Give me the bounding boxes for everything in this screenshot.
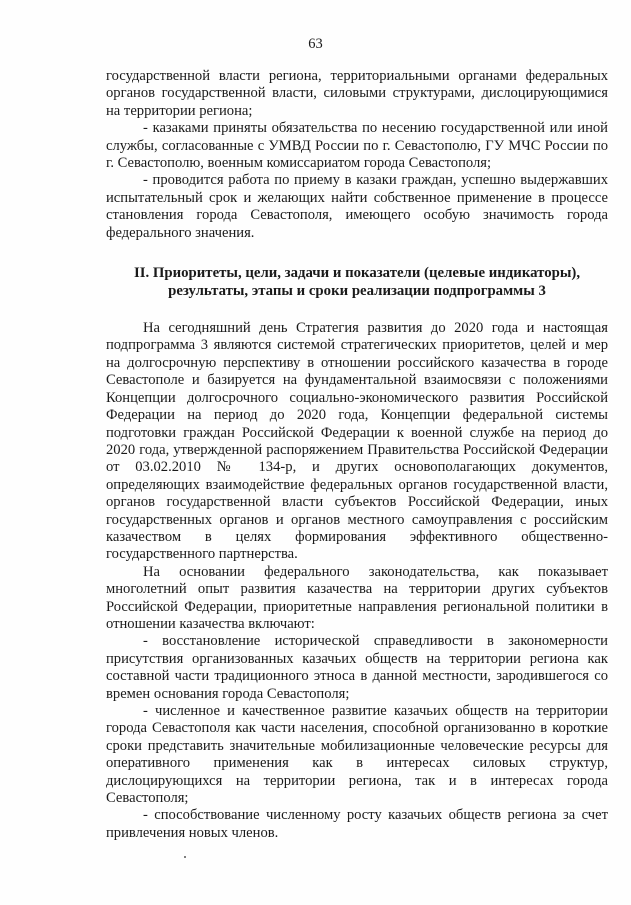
list-item: - способствование численному росту казачьих обществ региона за счет привлечения новых членов. bbox=[106, 807, 608, 841]
section-heading-line-1: II. Приоритеты, цели, задачи и показатели (целевые индикаторы), bbox=[133, 265, 581, 282]
section-heading-line-2: результаты, этапы и сроки реализации подпрограммы 3 bbox=[168, 283, 546, 300]
page-content bbox=[106, 68, 608, 842]
list-item: - казаками приняты обязательства по несению государственной или иной службы, согласованные с УМВД России по г. Севастополю, ГУ МЧС России по г. Севастополю, военным комиссариатом города Севастополя; bbox=[106, 120, 608, 172]
scan-speck bbox=[184, 856, 186, 858]
list-item: - проводится работа по приему в казаки граждан, успешно выдержавших испытательный срок и желающих найти собственное применение в процессе становления города Севастополя, имеющего особую значимость города федерального значения. bbox=[106, 172, 608, 241]
spacer bbox=[106, 300, 608, 320]
spacer bbox=[106, 242, 608, 264]
list-item: - восстановление исторической справедливости в закономерности присутствия организованных казачьих обществ на территории региона как составной части традиционного этноса в данной местности, зародившегося со времен основания города Севастополя; bbox=[106, 633, 608, 702]
paragraph-continuation: государственной власти региона, территориальными органами федеральных органов государственной власти, силовыми структурами, дислоцирующимися на территории региона; bbox=[106, 68, 608, 119]
page-number: 63 bbox=[308, 36, 323, 52]
body-paragraph: На сегодняшний день Стратегия развития до 2020 года и настоящая подпрограмма 3 являются системой стратегических приоритетов, целей и мер на долгосрочную перспективу в отношении российского казачества в городе Севастополе и базируется на фундаментальной взаимосвязи с положениями Концепции долгосрочного социально-экономического развития Российской Федерации на период до 2020 года, Концепции федеральной системы подготовки граждан Российской Федерации к военной службе на период до 2020 года, утвержденной распоряжением Правительства Российской Федерации от 03.02.2010 № 134-р, и других основополагающих документов, определяющих взаимодействие федеральных органов государственной власти, органов государственной власти субъектов Российской Федерации, иных государственных органов и органов местного самоуправления с российским казачеством в целях формирования эффективного общественно-государственного партнерства. bbox=[106, 320, 608, 563]
body-paragraph: На основании федерального законодательства, как показывает многолетний опыт развития казачества на территории других субъектов Российской Федерации, приоритетные направления региональной политики в отношении казачества включают: bbox=[106, 563, 608, 632]
list-item: - численное и качественное развитие казачьих обществ на территории города Севастополя как части населения, способной организованно в короткие сроки представить значительные мобилизационные человеческие ресурсы для оперативного применения как в интересах силовых структур, дислоцирующихся на территории региона, так и в интересах города Севастополя; bbox=[106, 703, 608, 807]
